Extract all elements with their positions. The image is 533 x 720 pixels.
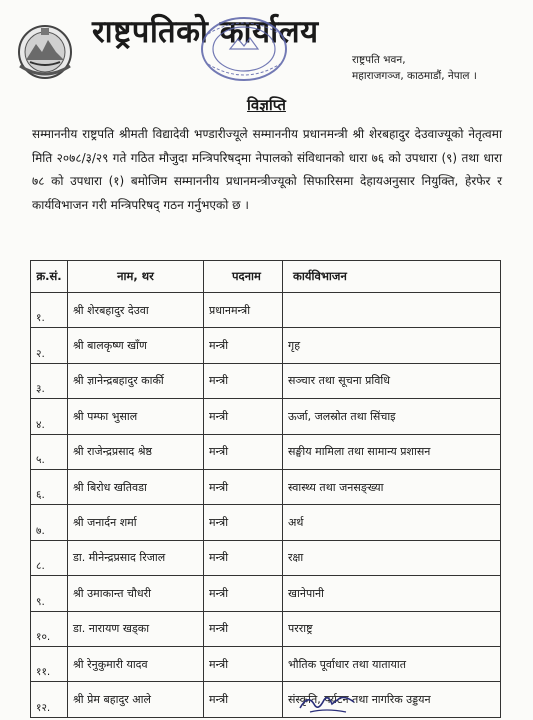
row-post: मन्त्री [204, 328, 283, 363]
table-row [31, 328, 501, 363]
table-row [31, 469, 501, 504]
table-row [31, 293, 501, 328]
row-post: मन्त्री [204, 399, 283, 434]
address-line-2: महाराजगञ्ज, काठमाडौं, नेपाल । [352, 70, 477, 82]
row-serial: २. [31, 328, 68, 363]
table-row [31, 611, 501, 646]
table-header-row [31, 261, 501, 293]
table-row [31, 505, 501, 540]
office-title: राष्ट्रपतिको कार्यालय [92, 14, 319, 50]
row-serial: १०. [31, 611, 68, 646]
table-body [31, 293, 501, 718]
row-post: मन्त्री [204, 646, 283, 681]
row-portfolio: स्वास्थ्य तथा जनसङ्ख्या [283, 469, 501, 504]
table-row [31, 682, 501, 717]
row-portfolio: सङ्घीय मामिला तथा सामान्य प्रशासन [283, 434, 501, 469]
row-portfolio: सञ्चार तथा सूचना प्रविधि [283, 363, 501, 398]
row-post: मन्त्री [204, 469, 283, 504]
header-portfolio: कार्यविभाजन [283, 261, 501, 293]
row-post: मन्त्री [204, 505, 283, 540]
row-post: मन्त्री [204, 611, 283, 646]
notice-body: सम्माननीय राष्ट्रपति श्रीमती विद्यादेवी भण्डारीज्यूले सम्माननीय प्रधानमन्त्री श्री शेरबहादुर देउवाज्यूको नेतृत्वमा मिति २०७८/३/२९ गते गठित मौजुदा मन्त्रिपरिषद्‌मा नेपालको संविधानको धारा ७६ को उपधारा (९) तथा धारा ७८ को उपधारा (१) बमोजिम सम्माननीय प्रधानमन्त्रीज्यूको सिफारिसमा देहायअनुसार नियुक्ति, हेरफेर र कार्यविभाजन गरी मन्त्रिपरिषद् गठन गर्नुभएको छ । [32, 127, 502, 212]
row-portfolio: भौतिक पूर्वाधार तथा यातायात [283, 646, 501, 681]
row-serial: १. [31, 293, 68, 328]
row-serial: ६. [31, 469, 68, 504]
row-portfolio: रक्षा [283, 540, 501, 575]
notice-title-wrap [0, 95, 533, 115]
row-portfolio: संस्कृति, पर्यटन तथा नागरिक उड्डयन [283, 682, 501, 717]
table-row [31, 576, 501, 611]
row-post: मन्त्री [204, 540, 283, 575]
row-serial: ११. [31, 646, 68, 681]
office-address [352, 52, 477, 84]
address-line-1: राष्ट्रपति भवन, [352, 54, 406, 66]
row-name: श्री बिरोध खतिवडा [68, 469, 204, 504]
table-row [31, 363, 501, 398]
row-serial: ५. [31, 434, 68, 469]
row-name: श्री ज्ञानेन्द्रबहादुर कार्की [68, 363, 204, 398]
row-post: मन्त्री [204, 576, 283, 611]
row-name: श्री जनार्दन शर्मा [68, 505, 204, 540]
nepal-emblem-icon [14, 22, 76, 80]
table-row [31, 434, 501, 469]
header-name: नाम, थर [68, 261, 204, 293]
notice-title: विज्ञप्ति [247, 96, 286, 114]
row-name: श्री प्रेम बहादुर आले [68, 682, 204, 717]
row-name: श्री उमाकान्त चौधरी [68, 576, 204, 611]
row-post: मन्त्री [204, 363, 283, 398]
table-row [31, 646, 501, 681]
row-post: मन्त्री [204, 682, 283, 717]
row-serial: ७. [31, 505, 68, 540]
row-portfolio: खानेपानी [283, 576, 501, 611]
table-row [31, 399, 501, 434]
row-portfolio: ऊर्जा, जलस्रोत तथा सिंचाइ [283, 399, 501, 434]
header-post: पदनाम [204, 261, 283, 293]
row-serial: ९. [31, 576, 68, 611]
row-name: डा. नारायण खड्का [68, 611, 204, 646]
row-portfolio: गृह [283, 328, 501, 363]
row-name: डा. मीनेन्द्रप्रसाद रिजाल [68, 540, 204, 575]
row-post: प्रधानमन्त्री [204, 293, 283, 328]
cabinet-table [30, 260, 501, 718]
row-name: श्री शेरबहादुर देउवा [68, 293, 204, 328]
row-portfolio: अर्थ [283, 505, 501, 540]
signature-icon [296, 690, 360, 716]
row-post: मन्त्री [204, 434, 283, 469]
row-portfolio: परराष्ट्र [283, 611, 501, 646]
row-serial: ३. [31, 363, 68, 398]
row-name: श्री बालकृष्ण खाँण [68, 328, 204, 363]
row-serial: ८. [31, 540, 68, 575]
header-serial: क्र.सं. [31, 261, 68, 293]
row-serial: १२. [31, 682, 68, 717]
row-name: श्री रेनुकुमारी यादव [68, 646, 204, 681]
row-name: श्री पम्फा भुसाल [68, 399, 204, 434]
row-serial: ४. [31, 399, 68, 434]
row-portfolio [283, 293, 501, 328]
office-stamp-icon [196, 14, 292, 84]
row-name: श्री राजेन्द्रप्रसाद श्रेष्ठ [68, 434, 204, 469]
table-row [31, 540, 501, 575]
